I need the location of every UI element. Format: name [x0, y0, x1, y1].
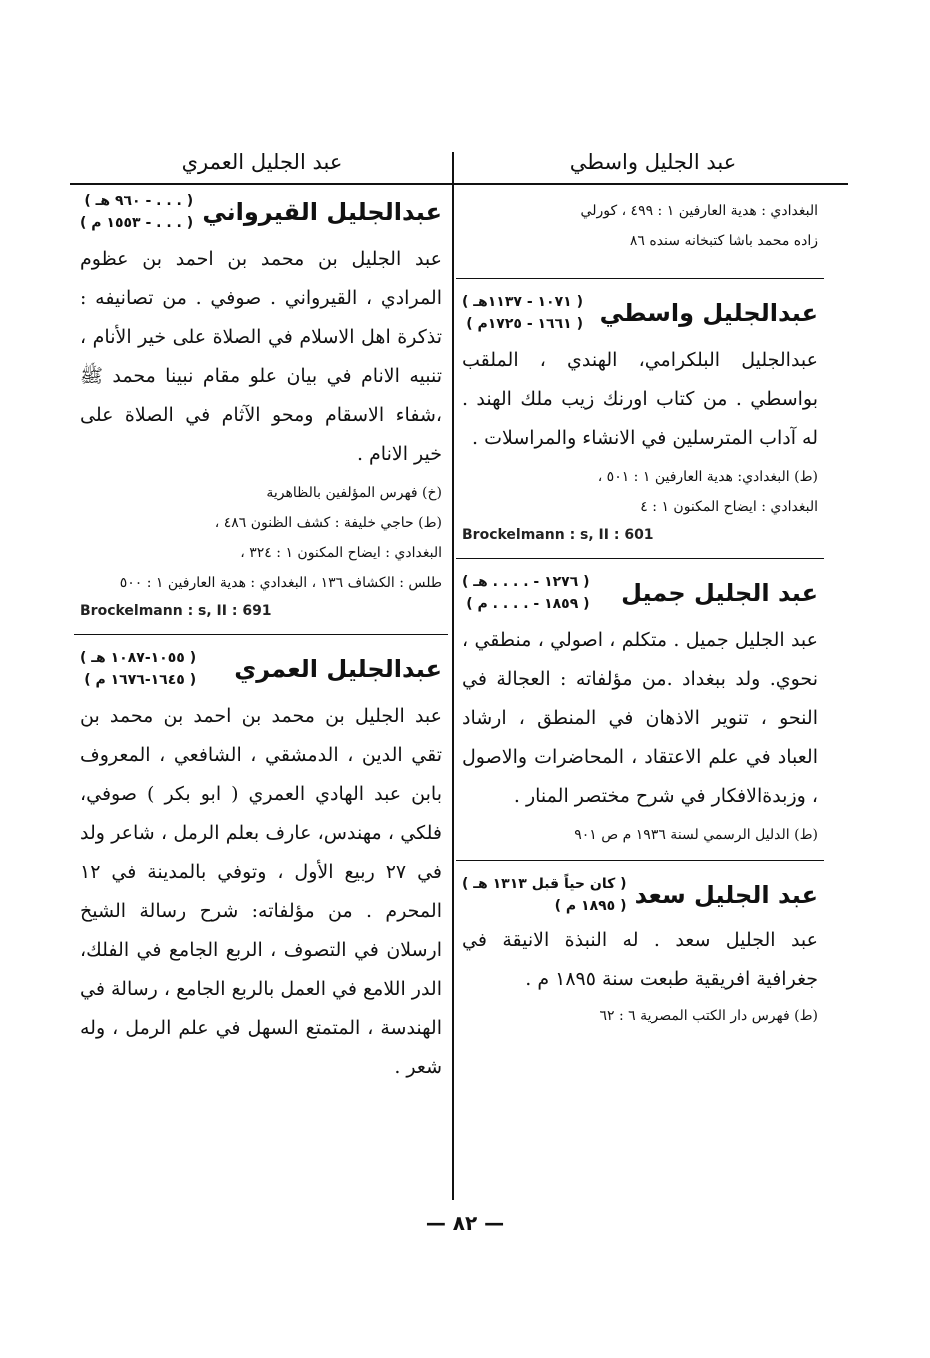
right-column — [462, 190, 818, 1031]
left-column — [80, 190, 442, 1087]
entry-dates — [80, 647, 196, 691]
gregorian-dates: ( . . . - ١٥٥٣ م ) — [80, 215, 194, 231]
left-column-header: عبد الجليل العمري — [181, 150, 343, 174]
entry-name: عبدالجليل واسطي — [599, 299, 818, 327]
entry-heading — [462, 873, 818, 917]
entry-divider — [456, 860, 824, 861]
entry-ref: البغدادي : ايضاح المكنون ١ : ٣٢٤ ، — [240, 545, 442, 561]
entry-body: عبدالجليل البلكرامي، الهندي ، الملقب بواسطي . من كتاب اورنك زيب ملك الهند . له آداب المترسلين في الانشاء والمراسلات . — [462, 349, 818, 449]
entry-latin-ref: Brockelmann : s, II : 691 — [80, 603, 272, 619]
entry-latin-ref: Brockelmann : s, II : 601 — [462, 527, 654, 543]
entry-wasiti — [462, 291, 818, 548]
entry-body: عبد الجليل بن محمد بن احمد بن محمد بن تقي الدين ، الدمشقي ، الشافعي ، المعروف بابن عبد الهادي العمري ( ابو بكر ) صوفي، فلكي ، مهندس، عارف بعلم الرمل ، شاعر ولد في ٢٧ ربيع الأول ، وتوفي بالمدينة في ١٢ المحرم . من مؤلفاته: شرح رسالة الشيخ ارسلان في التصوف ، الربع الجامع في الفلك، الدر اللامع في العمل بالربع الجامع ، رسالة في الهندسة ، المتمتع السهل في علم الرمل ، وله شعر . — [80, 705, 442, 1078]
entry-heading — [462, 291, 818, 335]
entry-qayrawani — [80, 190, 442, 624]
entry-dates — [462, 291, 583, 335]
entry-name: عبدالجليل العمري — [234, 655, 442, 683]
entry-jamil — [462, 571, 818, 850]
entry-ref: البغدادي : ايضاح المكنون ١ : ٤ — [640, 499, 818, 515]
hijri-dates: ( كان حياً قبل ١٣١٣ هـ ) — [462, 876, 627, 892]
entry-divider — [456, 278, 824, 279]
entry-dates — [462, 873, 627, 917]
gregorian-dates: ( ١٦٤٥-١٦٧٦ م ) — [84, 672, 197, 688]
hijri-dates: ( . . . - ٩٦٠ هـ ) — [84, 193, 194, 209]
intro-ref-line: زاده محمد باشا كتبخانه سنده ٨٦ — [629, 233, 818, 249]
entry-divider — [456, 558, 824, 559]
gregorian-dates: ( ١٨٥٩ - . . . . م ) — [466, 596, 590, 612]
entry-divider — [74, 634, 448, 635]
entry-heading — [80, 647, 442, 691]
right-column-header: عبد الجليل واسطي — [569, 150, 737, 174]
entry-ref: (ط) الدليل الرسمي لسنة ١٩٣٦ م ص ٩٠١ — [574, 827, 818, 843]
entry-name: عبد الجليل جميل — [621, 579, 818, 607]
gregorian-dates: ( ١٦٦١ - ١٧٢٥م ) — [466, 316, 583, 332]
entry-body: عبد الجليل بن محمد بن احمد بن عظوم المرادي ، القيرواني . صوفي . من تصانيفه : تذكرة اهل الاسلام في الصلاة على خير الأنام ، تنبيه الانام في بيان علو مقام نبينا محمد ﷺ ،شفاء الاسقام ومحو الآثام في الصلاة على خير الانام . — [80, 248, 442, 465]
entry-ref: (ط) حاجي خليفة : كشف الظنون ٤٨٦ ، — [214, 515, 442, 531]
entry-name: عبدالجليل القيرواني — [202, 198, 442, 226]
entry-name: عبد الجليل سعد — [634, 881, 818, 909]
hijri-dates: ( ١٠٧١ - ١١٣٧هـ ) — [462, 294, 583, 310]
hijri-dates: ( ١٠٥٥-١٠٨٧ هـ ) — [80, 650, 197, 666]
entry-saad — [462, 873, 818, 1031]
intro-ref-line: البغدادي : هدية العارفين ١ : ٤٩٩ ، كورلي — [580, 203, 818, 219]
entry-dates — [462, 571, 590, 615]
entry-body: عبد الجليل سعد . له النبذة الانيقة في جغرافية افريقية طبعت سنة ١٨٩٥ م . — [462, 929, 818, 990]
entry-ref: (ط) فهرس دار الكتب المصرية ٦ : ٦٢ — [599, 1008, 818, 1024]
column-divider — [452, 152, 454, 1200]
entry-umari — [80, 647, 442, 1087]
entry-heading — [80, 190, 442, 234]
entry-ref: (ط) البغدادي: هدية العارفين ١ : ٥٠١ ، — [597, 469, 818, 485]
header-rule — [70, 183, 848, 185]
hijri-dates: ( ١٢٧٦ - . . . . هـ ) — [462, 574, 590, 590]
entry-body: عبد الجليل جميل . متكلم ، اصولي ، منطقي ، نحوي. ولد ببغداد .من مؤلفاته : العجالة في النحو ، تنوير الاذهان في المنطق ، ارشاد العباد في علم الاعتقاد ، المحاضرات والاصول ، وزبدةالافكار في شرح مختصر المنار . — [462, 629, 818, 807]
entry-dates — [80, 190, 193, 234]
gregorian-dates: ( ١٨٩٥ م ) — [554, 898, 627, 914]
entry-heading — [462, 571, 818, 615]
entry-ref: (خ) فهرس المؤلفين بالظاهرية — [266, 485, 442, 501]
page-number: — ٨٢ — — [425, 1211, 505, 1235]
entry-ref: طلس : الكشاف ١٣٦ ، البغدادي : هدية العارفين ١ : ٥٠٠ — [119, 575, 442, 591]
